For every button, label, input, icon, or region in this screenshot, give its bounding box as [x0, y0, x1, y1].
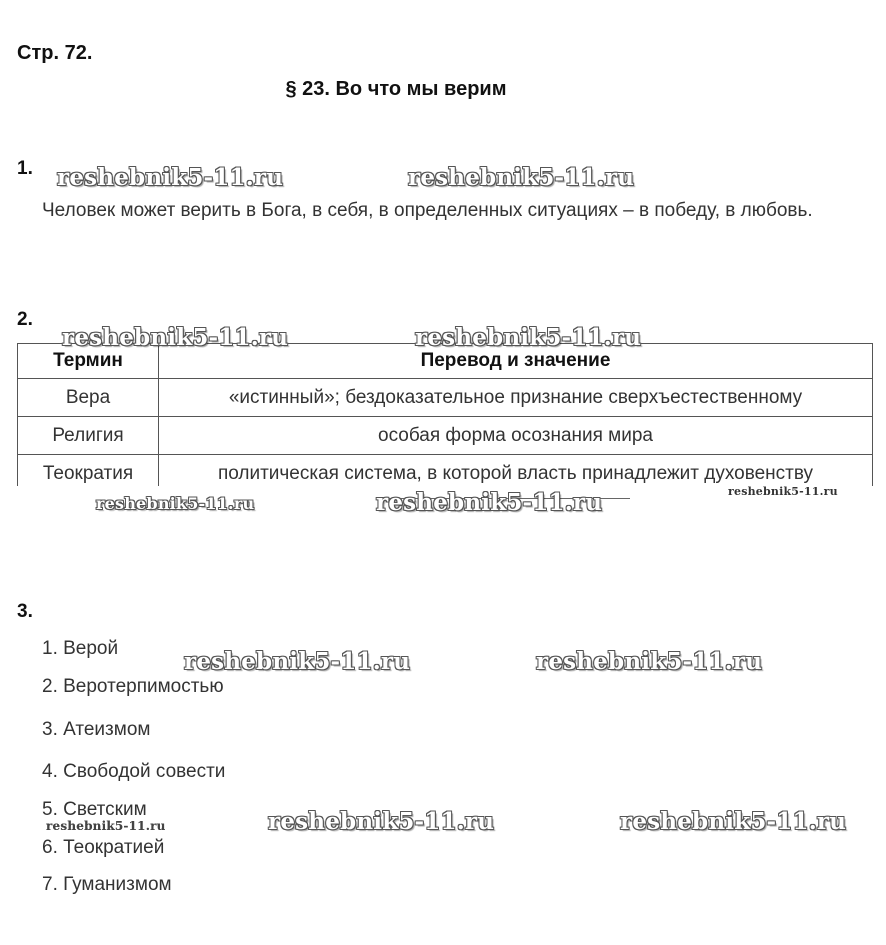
table-cell-meaning: политическая система, в которой власть принадлежит духовенству	[159, 455, 873, 493]
watermark: reshebnik5-11.ru	[184, 648, 411, 675]
watermark: reshebnik5-11.ru	[620, 808, 847, 835]
watermark: reshebnik5-11.ru	[415, 324, 642, 351]
list-item: 1. Верой	[42, 638, 119, 659]
table-cell-meaning: особая форма осознания мира	[159, 417, 873, 455]
list-item: 2. Веротерпимостью	[42, 676, 224, 697]
table-row	[18, 379, 873, 417]
page-number: Стр. 72.	[17, 42, 93, 64]
watermark: reshebnik5-11.ru	[57, 164, 284, 191]
watermark: reshebnik5-11.ru	[96, 494, 255, 513]
table-cell-term: Вера	[18, 379, 159, 417]
list-item: 5. Светским	[42, 799, 147, 820]
table-cell-term: Религия	[18, 417, 159, 455]
watermark: reshebnik5-11.ru	[268, 808, 495, 835]
list-item: 3. Атеизмом	[42, 719, 151, 740]
watermark: reshebnik5-11.ru	[376, 489, 603, 516]
watermark: reshebnik5-11.ru	[62, 324, 289, 351]
watermark: reshebnik5-11.ru	[728, 485, 838, 498]
terms-table	[17, 343, 873, 493]
table-header-meaning: Перевод и значение	[159, 344, 873, 379]
task-1-answer: Человек может верить в Бога, в себя, в определенных ситуациях – в победу, в любовь.	[42, 200, 813, 221]
table-cell-term: Теократия	[18, 455, 159, 493]
task-1-number: 1.	[17, 158, 33, 179]
list-item: 6. Теократией	[42, 837, 165, 858]
table-cell-meaning: «истинный»; бездоказательное признание сверхъестественному	[159, 379, 873, 417]
section-title: § 23. Во что мы верим	[285, 78, 507, 100]
watermark: reshebnik5-11.ru	[408, 164, 635, 191]
task-2-number: 2.	[17, 309, 33, 330]
watermark: reshebnik5-11.ru	[536, 648, 763, 675]
list-item: 7. Гуманизмом	[42, 874, 172, 895]
list-item: 4. Свободой совести	[42, 761, 226, 782]
table-header-term: Термин	[18, 344, 159, 379]
watermark: reshebnik5-11.ru	[46, 819, 166, 833]
table-row	[18, 417, 873, 455]
task-3-number: 3.	[17, 601, 33, 622]
